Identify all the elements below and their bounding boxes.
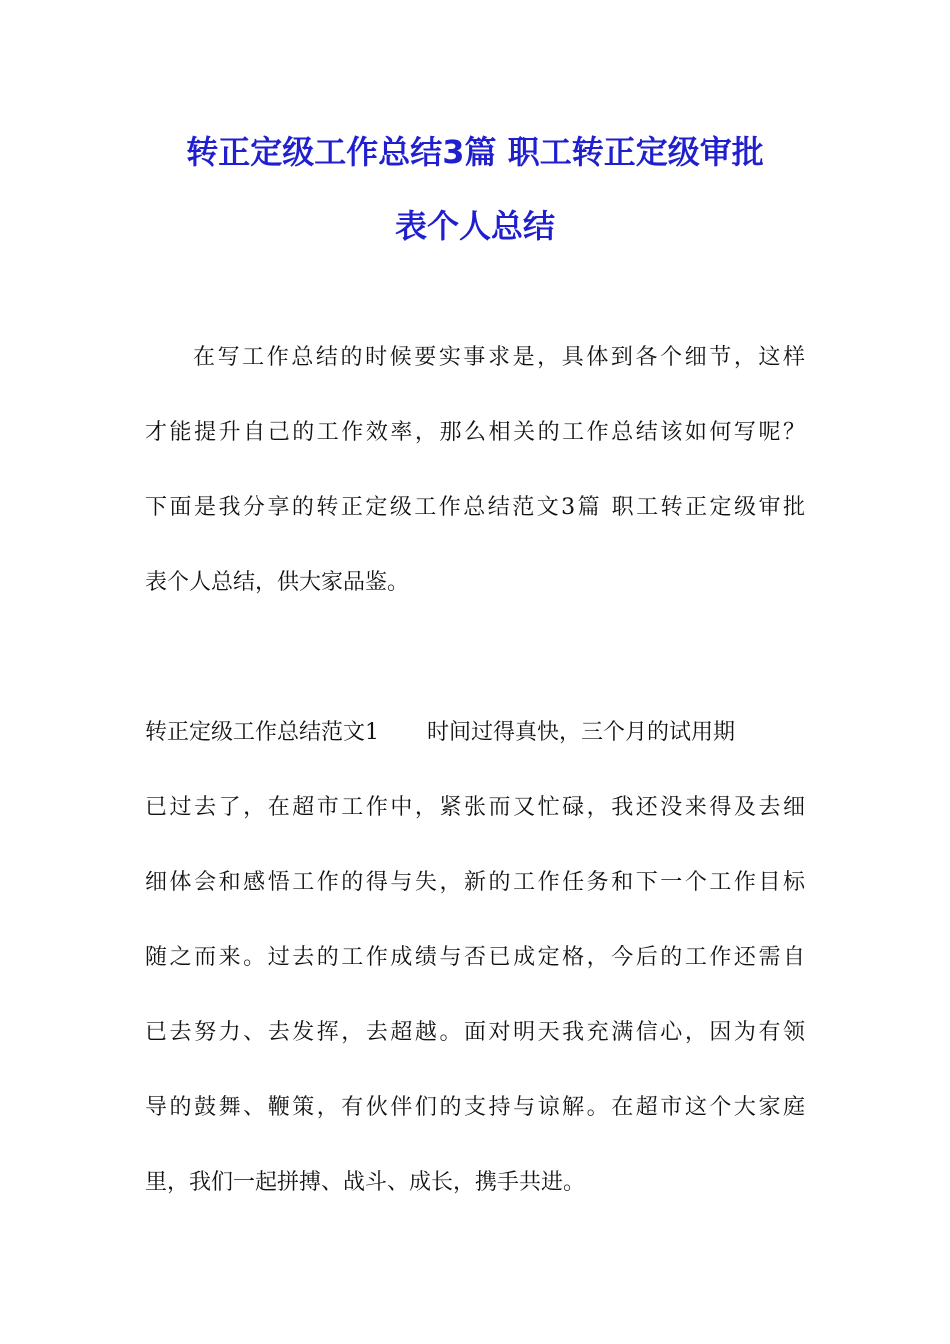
section1-line-3: 细体会和感悟工作的得与失，新的工作任务和下一个工作目标 xyxy=(145,870,805,895)
section1-line-5: 已去努力、去发挥，去超越。面对明天我充满信心，因为有领 xyxy=(145,1020,805,1045)
section1-first-line xyxy=(145,718,805,748)
section1-heading: 转正定级工作总结范文1 xyxy=(145,720,379,745)
section1-line-4: 随之而来。过去的工作成绩与否已成定格，今后的工作还需自 xyxy=(145,945,805,970)
section1-line-2: 已过去了，在超市工作中，紧张而又忙碌，我还没来得及去细 xyxy=(145,795,805,820)
intro-line-3: 下面是我分享的转正定级工作总结范文3篇 职工转正定级审批 xyxy=(145,495,805,520)
intro-line-2: 才能提升自己的工作效率，那么相关的工作总结该如何写呢？ xyxy=(145,420,805,445)
document-title-line-2: 表个人总结 xyxy=(394,207,555,245)
intro-line-1: 在写工作总结的时候要实事求是，具体到各个细节，这样 xyxy=(193,345,805,370)
intro-line-4: 表个人总结，供大家品鉴。 xyxy=(145,570,410,595)
section1-line-6: 导的鼓舞、鞭策，有伙伴们的支持与谅解。在超市这个大家庭 xyxy=(145,1095,805,1120)
section1-first-line-text: 时间过得真快，三个月的试用期 xyxy=(427,720,736,745)
document-title-line-1: 转正定级工作总结3篇 职工转正定级审批 xyxy=(186,133,764,171)
section1-line-7: 里，我们一起拼搏、战斗、成长，携手共进。 xyxy=(145,1170,586,1195)
